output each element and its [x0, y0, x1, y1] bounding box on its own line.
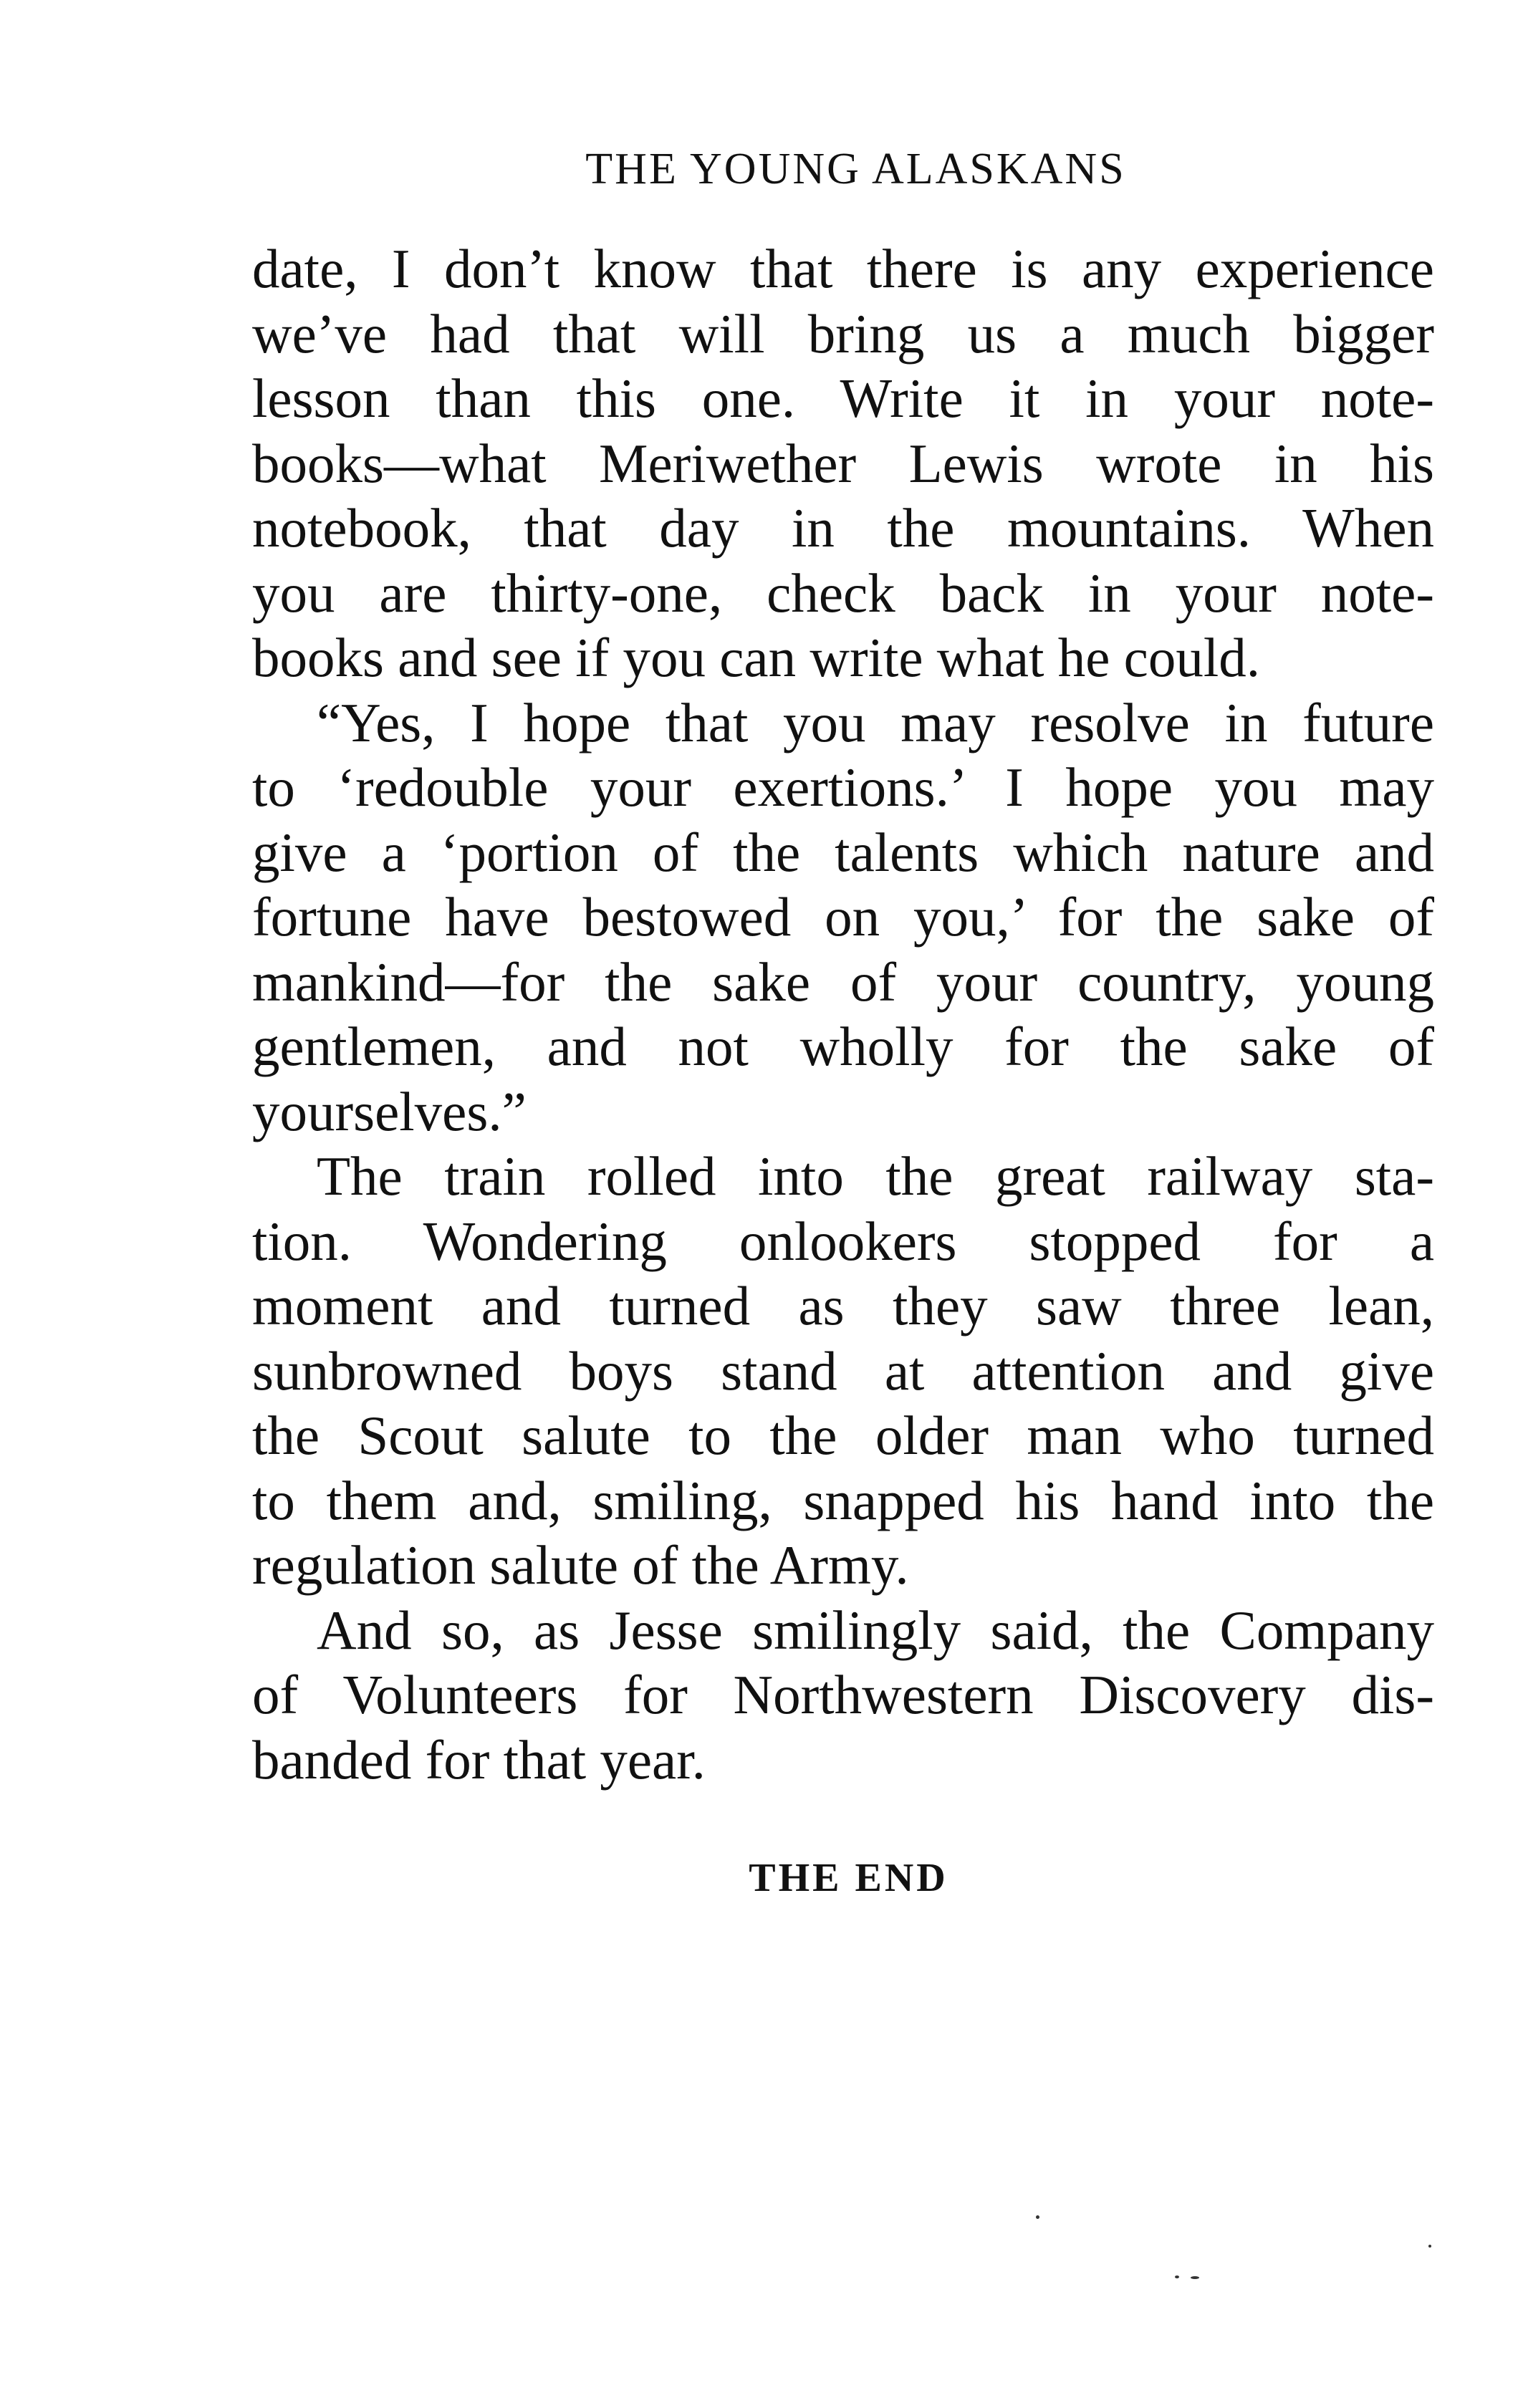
text-line: books—what Meriwether Lewis wrote in his	[252, 432, 1434, 494]
text-line: date, I don’t know that there is any experience	[252, 238, 1434, 299]
text-line: And so, as Jesse smilingly said, the Company	[317, 1599, 1434, 1661]
text-line: to them and, smiling, snapped his hand into the	[252, 1469, 1434, 1531]
text-line: to ‘redouble your exertions.’ I hope you may	[252, 756, 1434, 818]
print-speck	[1036, 2215, 1039, 2219]
text-line: notebook, that day in the mountains. When	[252, 497, 1434, 559]
the-end-heading	[0, 1855, 1518, 1901]
text-line: give a ‘portion of the talents which nature and	[252, 821, 1434, 883]
print-speck	[1428, 2245, 1431, 2248]
text-line: of Volunteers for Northwestern Discovery dis-	[252, 1664, 1434, 1725]
print-speck	[1175, 2275, 1179, 2278]
running-head	[0, 147, 1518, 191]
text-line: books and see if you can write what he could.	[252, 627, 1260, 688]
text-line: yourselves.”	[252, 1080, 527, 1142]
text-line: moment and turned as they saw three lean,	[252, 1275, 1434, 1337]
text-line: the Scout salute to the older man who turned	[252, 1405, 1434, 1466]
text-line: “Yes, I hope that you may resolve in future	[317, 691, 1434, 753]
text-line: we’ve had that will bring us a much bigger	[252, 302, 1434, 365]
text-line: you are thirty-one, check back in your note-	[252, 562, 1434, 624]
text-line: banded for that year.	[252, 1728, 706, 1791]
body-text	[252, 236, 1434, 1792]
text-line: The train rolled into the great railway sta-	[317, 1145, 1434, 1207]
text-line: gentlemen, and not wholly for the sake of	[252, 1016, 1434, 1077]
text-line: regulation salute of the Army.	[252, 1534, 909, 1596]
print-speck	[1191, 2276, 1199, 2279]
running-head-text: THE YOUNG ALASKANS	[585, 145, 1126, 193]
text-line: sunbrowned boys stand at attention and give	[252, 1339, 1434, 1402]
text-line: tion. Wondering onlookers stopped for a	[252, 1210, 1434, 1272]
text-line: fortune have bestowed on you,’ for the sake of	[252, 886, 1434, 948]
text-line: lesson than this one. Write it in your note-	[252, 367, 1434, 429]
the-end-text: THE END	[749, 1856, 948, 1900]
text-line: mankind—for the sake of your country, young	[252, 950, 1434, 1013]
